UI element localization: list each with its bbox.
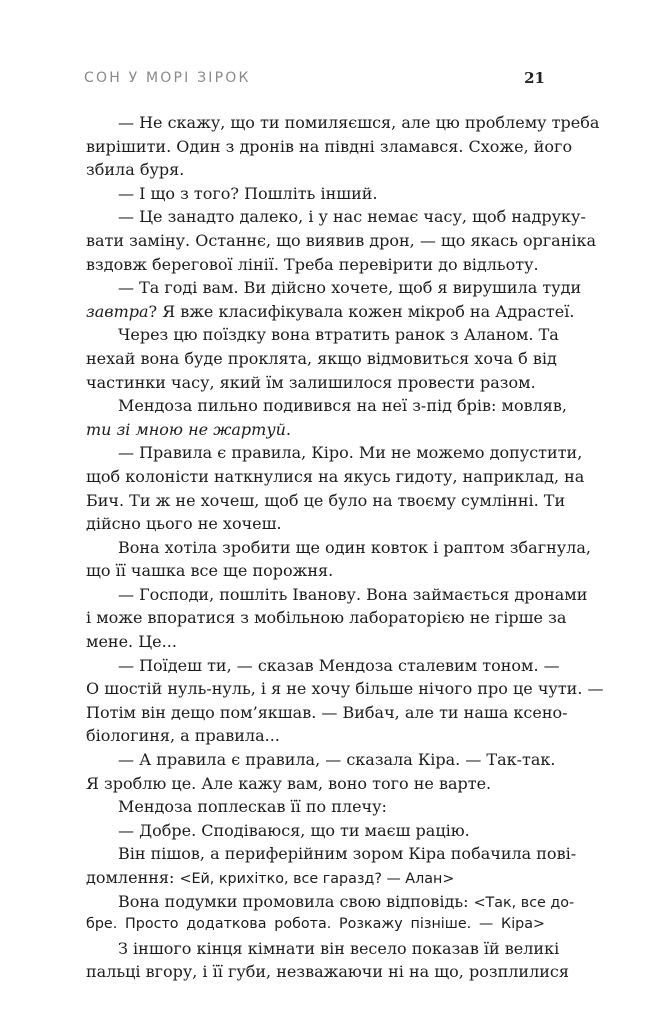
text-line: нехай вона буде проклята, якщо відмовиться хоча б від bbox=[86, 348, 557, 368]
book-text bbox=[86, 111, 604, 984]
text-line: Вона хотіла зробити ще один ковток і раптом збагнула, bbox=[118, 537, 591, 557]
text-line: — І що з того? Пошліть інший. bbox=[118, 183, 378, 203]
text-line: пальці вгору, і її губи, незважаючи ні на що, розплилися bbox=[86, 962, 569, 982]
text-line: — Поїдеш ти, — сказав Мендоза сталевим тоном. — bbox=[118, 655, 560, 675]
text-line: — Це занадто далеко, і у нас немає часу, щоб надруку- bbox=[118, 207, 586, 227]
text-line: збила буря. bbox=[86, 160, 185, 180]
text-fragment: . bbox=[285, 419, 292, 439]
text-line bbox=[86, 890, 575, 914]
text-line: — Та годі вам. Ви дійсно хочете, щоб я вирушила туди bbox=[118, 278, 582, 298]
text-line bbox=[86, 300, 575, 324]
text-fragment: Вона подумки промовила свою відповідь: bbox=[118, 891, 474, 911]
text-line: — А правила є правила, — сказала Кіра. — Так-так. bbox=[118, 750, 556, 770]
italic-text: завтра bbox=[86, 301, 149, 321]
text-line: вирішити. Один з дронів на півдні зламався. Схоже, його bbox=[86, 136, 573, 156]
text-line: мене. Це... bbox=[86, 632, 177, 652]
text-line: дійсно цього не хочеш. bbox=[86, 514, 282, 534]
page-number: 21 bbox=[524, 69, 545, 87]
page-header bbox=[84, 70, 545, 90]
text-line: щоб колоністи наткнулися на якусь гидоту, наприклад, на bbox=[86, 466, 585, 486]
running-title: СОН У МОРІ ЗІРОК bbox=[84, 70, 251, 86]
text-line bbox=[86, 418, 545, 442]
text-line: що її чашка все ще порожня. bbox=[86, 561, 334, 581]
text-line: Через цю поїздку вона втратить ранок з Аланом. Та bbox=[118, 325, 559, 345]
text-line: і може впоратися з мобільною лабораторією не гірше за bbox=[86, 608, 567, 628]
text-fragment: домлення: bbox=[86, 868, 180, 887]
text-line: частинки часу, який їм залишилося провести разом. bbox=[86, 372, 536, 392]
text-line: вздовж берегової лінії. Треба перевірити до відльоту. bbox=[86, 254, 539, 274]
text-line: Мендоза пильно подивився на неї з-під брів: мовляв, bbox=[118, 396, 567, 416]
text-line: — Правила є правила, Кіро. Ми не можемо допустити, bbox=[118, 443, 583, 463]
text-line: Мендоза поплескав її по плечу: bbox=[118, 797, 387, 817]
text-line: — Добре. Сподіваюся, що ти маєш рацію. bbox=[118, 820, 470, 840]
text-line: З іншого кінця кімнати він весело показав їй великі bbox=[118, 938, 560, 958]
telepathic-message: <Ей, крихітко, все гаразд? — Алан> bbox=[179, 871, 455, 887]
text-fragment: ? Я вже класифікувала кожен мікроб на Адрастеї. bbox=[148, 301, 575, 321]
text-line: Бич. Ти ж не хочеш, щоб це було на твоєму сумлінні. Ти bbox=[86, 490, 566, 510]
text-line: біологиня, а правила... bbox=[86, 726, 280, 746]
telepathic-message: <Так, все до- bbox=[473, 894, 575, 911]
text-line: — Господи, пошліть Іванову. Вона займається дронами bbox=[118, 584, 588, 604]
text-line: — Не скажу, що ти помиляєшся, але цю проблему треба bbox=[118, 113, 600, 132]
text-line: Я зроблю це. Але кажу вам, воно того не варте. bbox=[86, 773, 492, 793]
text-line: вати заміну. Останнє, що виявив дрон, — що якась органіка bbox=[86, 230, 597, 250]
italic-text: ти зі мною не жартуй bbox=[86, 419, 286, 439]
text-line bbox=[86, 866, 545, 890]
telepathic-message-line: бре. Просто додаткова робота. Розкажу пізніше. — Кіра> bbox=[86, 916, 545, 933]
text-line: Потім він дещо пом’якшав. — Вибач, але ти наша ксено- bbox=[86, 702, 568, 722]
text-line: Він пішов, а периферійним зором Кіра побачила пові- bbox=[118, 844, 577, 864]
text-line: О шостій нуль-нуль, і я не хочу більше нічого про це чути. — bbox=[86, 679, 604, 699]
